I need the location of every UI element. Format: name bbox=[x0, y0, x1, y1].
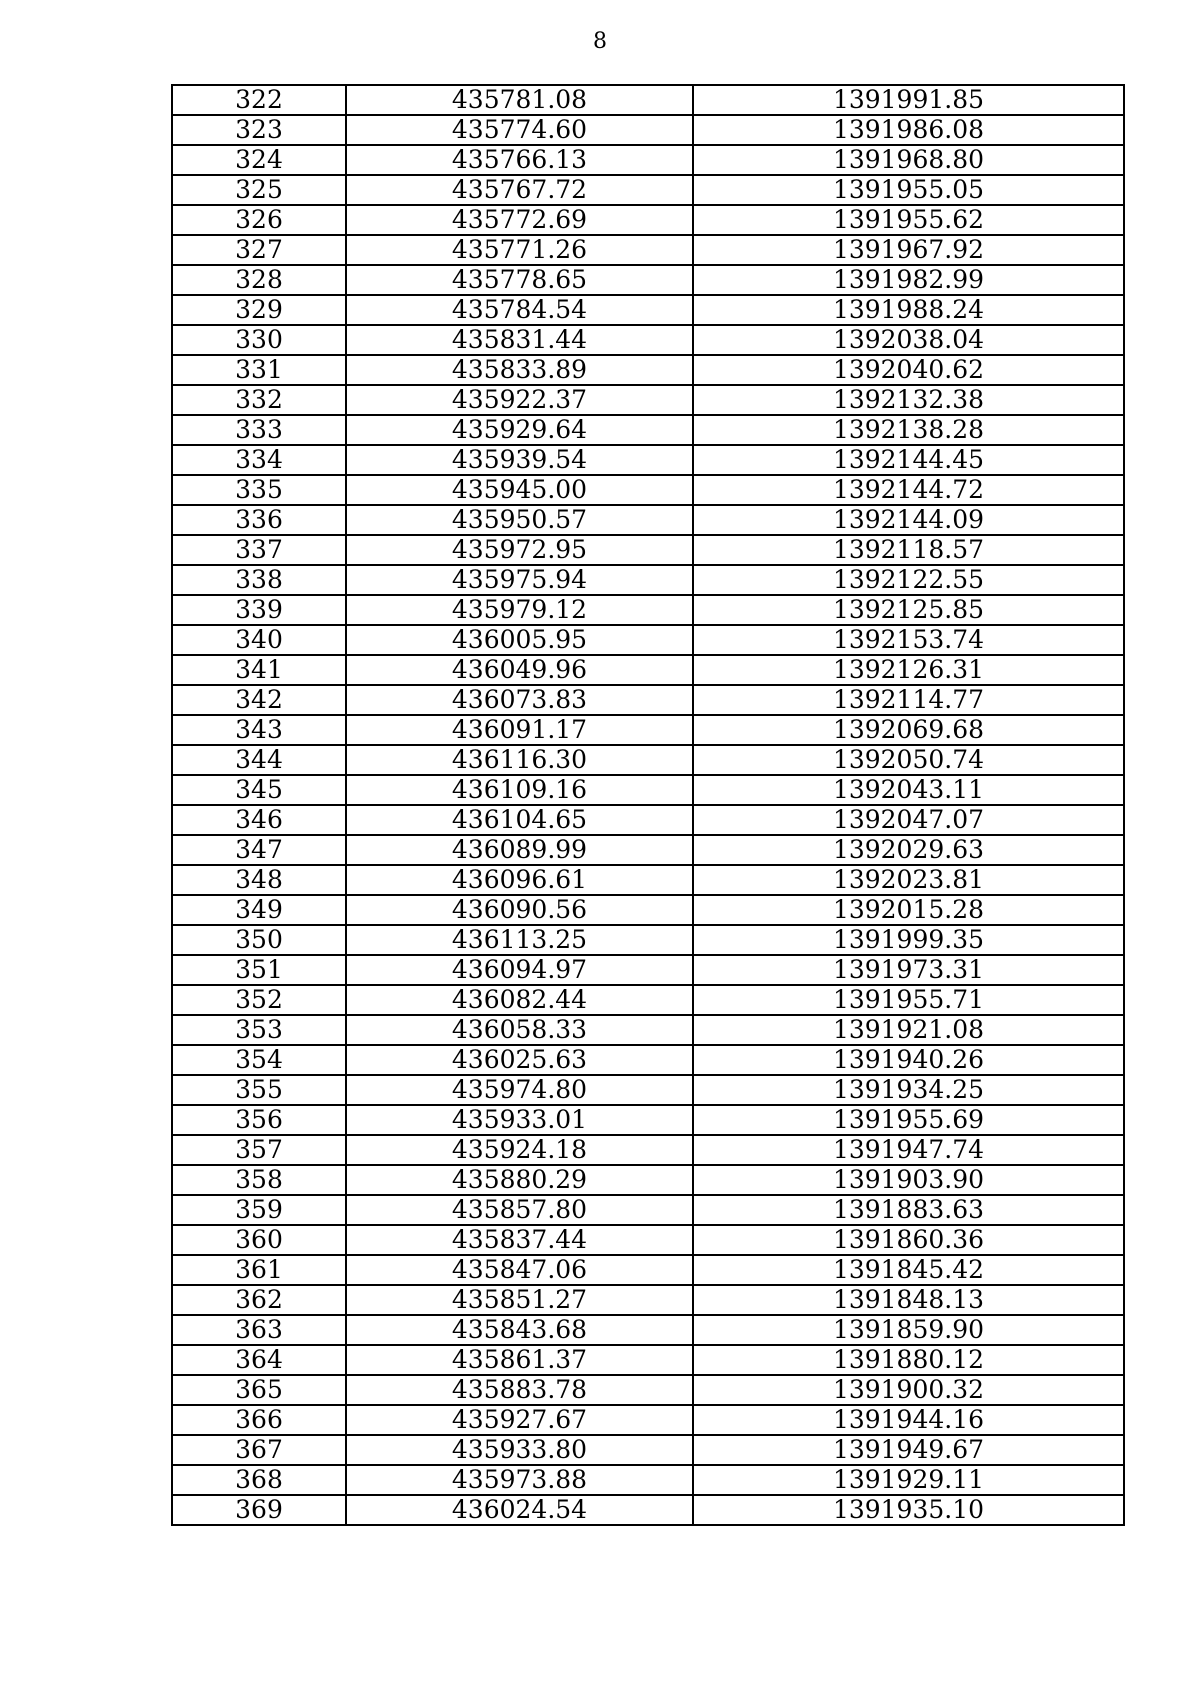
x-coordinate-cell: 435924.18 bbox=[346, 1135, 693, 1165]
point-number-cell: 353 bbox=[172, 1015, 346, 1045]
point-number-cell: 335 bbox=[172, 475, 346, 505]
y-coordinate-cell: 1391973.31 bbox=[693, 955, 1124, 985]
table-row bbox=[172, 955, 1124, 985]
x-coordinate-cell: 436082.44 bbox=[346, 985, 693, 1015]
y-coordinate-cell: 1392144.45 bbox=[693, 445, 1124, 475]
point-number-cell: 349 bbox=[172, 895, 346, 925]
x-coordinate-cell: 435922.37 bbox=[346, 385, 693, 415]
point-number-cell: 350 bbox=[172, 925, 346, 955]
point-number-cell: 334 bbox=[172, 445, 346, 475]
table-row bbox=[172, 1315, 1124, 1345]
y-coordinate-cell: 1392047.07 bbox=[693, 805, 1124, 835]
y-coordinate-cell: 1392050.74 bbox=[693, 745, 1124, 775]
y-coordinate-cell: 1391955.69 bbox=[693, 1105, 1124, 1135]
y-coordinate-cell: 1392144.72 bbox=[693, 475, 1124, 505]
x-coordinate-cell: 435847.06 bbox=[346, 1255, 693, 1285]
point-number-cell: 347 bbox=[172, 835, 346, 865]
table-row bbox=[172, 775, 1124, 805]
point-number-cell: 323 bbox=[172, 115, 346, 145]
point-number-cell: 351 bbox=[172, 955, 346, 985]
point-number-cell: 326 bbox=[172, 205, 346, 235]
x-coordinate-cell: 435933.01 bbox=[346, 1105, 693, 1135]
x-coordinate-cell: 435851.27 bbox=[346, 1285, 693, 1315]
table-row bbox=[172, 685, 1124, 715]
point-number-cell: 341 bbox=[172, 655, 346, 685]
table-row bbox=[172, 295, 1124, 325]
coordinates-table bbox=[171, 84, 1125, 1526]
y-coordinate-cell: 1392144.09 bbox=[693, 505, 1124, 535]
y-coordinate-cell: 1392040.62 bbox=[693, 355, 1124, 385]
x-coordinate-cell: 435766.13 bbox=[346, 145, 693, 175]
table-row bbox=[172, 1105, 1124, 1135]
y-coordinate-cell: 1392069.68 bbox=[693, 715, 1124, 745]
x-coordinate-cell: 436049.96 bbox=[346, 655, 693, 685]
point-number-cell: 367 bbox=[172, 1435, 346, 1465]
table-row bbox=[172, 385, 1124, 415]
table-row bbox=[172, 535, 1124, 565]
table-row bbox=[172, 265, 1124, 295]
point-number-cell: 337 bbox=[172, 535, 346, 565]
point-number-cell: 357 bbox=[172, 1135, 346, 1165]
y-coordinate-cell: 1392132.38 bbox=[693, 385, 1124, 415]
x-coordinate-cell: 435972.95 bbox=[346, 535, 693, 565]
table-row bbox=[172, 805, 1124, 835]
y-coordinate-cell: 1392138.28 bbox=[693, 415, 1124, 445]
point-number-cell: 329 bbox=[172, 295, 346, 325]
x-coordinate-cell: 436024.54 bbox=[346, 1495, 693, 1525]
table-row bbox=[172, 235, 1124, 265]
table-row bbox=[172, 895, 1124, 925]
y-coordinate-cell: 1391949.67 bbox=[693, 1435, 1124, 1465]
point-number-cell: 339 bbox=[172, 595, 346, 625]
table-row bbox=[172, 355, 1124, 385]
point-number-cell: 327 bbox=[172, 235, 346, 265]
y-coordinate-cell: 1391999.35 bbox=[693, 925, 1124, 955]
table-row bbox=[172, 985, 1124, 1015]
table-row bbox=[172, 1345, 1124, 1375]
table-row bbox=[172, 1495, 1124, 1525]
x-coordinate-cell: 435975.94 bbox=[346, 565, 693, 595]
point-number-cell: 333 bbox=[172, 415, 346, 445]
y-coordinate-cell: 1392038.04 bbox=[693, 325, 1124, 355]
y-coordinate-cell: 1391934.25 bbox=[693, 1075, 1124, 1105]
y-coordinate-cell: 1391900.32 bbox=[693, 1375, 1124, 1405]
x-coordinate-cell: 435950.57 bbox=[346, 505, 693, 535]
x-coordinate-cell: 436073.83 bbox=[346, 685, 693, 715]
point-number-cell: 345 bbox=[172, 775, 346, 805]
x-coordinate-cell: 436109.16 bbox=[346, 775, 693, 805]
table-row bbox=[172, 115, 1124, 145]
x-coordinate-cell: 435927.67 bbox=[346, 1405, 693, 1435]
y-coordinate-cell: 1391955.05 bbox=[693, 175, 1124, 205]
x-coordinate-cell: 436090.56 bbox=[346, 895, 693, 925]
point-number-cell: 352 bbox=[172, 985, 346, 1015]
table-row bbox=[172, 1015, 1124, 1045]
x-coordinate-cell: 435929.64 bbox=[346, 415, 693, 445]
x-coordinate-cell: 435772.69 bbox=[346, 205, 693, 235]
x-coordinate-cell: 435778.65 bbox=[346, 265, 693, 295]
point-number-cell: 336 bbox=[172, 505, 346, 535]
table-row bbox=[172, 925, 1124, 955]
point-number-cell: 363 bbox=[172, 1315, 346, 1345]
point-number-cell: 324 bbox=[172, 145, 346, 175]
table-row bbox=[172, 1075, 1124, 1105]
point-number-cell: 328 bbox=[172, 265, 346, 295]
y-coordinate-cell: 1391860.36 bbox=[693, 1225, 1124, 1255]
x-coordinate-cell: 436094.97 bbox=[346, 955, 693, 985]
x-coordinate-cell: 435837.44 bbox=[346, 1225, 693, 1255]
table-row bbox=[172, 1285, 1124, 1315]
point-number-cell: 368 bbox=[172, 1465, 346, 1495]
x-coordinate-cell: 436113.25 bbox=[346, 925, 693, 955]
y-coordinate-cell: 1392125.85 bbox=[693, 595, 1124, 625]
table-row bbox=[172, 1165, 1124, 1195]
point-number-cell: 348 bbox=[172, 865, 346, 895]
y-coordinate-cell: 1391921.08 bbox=[693, 1015, 1124, 1045]
x-coordinate-cell: 435833.89 bbox=[346, 355, 693, 385]
point-number-cell: 356 bbox=[172, 1105, 346, 1135]
x-coordinate-cell: 435939.54 bbox=[346, 445, 693, 475]
table-row bbox=[172, 205, 1124, 235]
x-coordinate-cell: 435771.26 bbox=[346, 235, 693, 265]
y-coordinate-cell: 1391988.24 bbox=[693, 295, 1124, 325]
table-row bbox=[172, 505, 1124, 535]
x-coordinate-cell: 435774.60 bbox=[346, 115, 693, 145]
table-row bbox=[172, 175, 1124, 205]
table-row bbox=[172, 1225, 1124, 1255]
table-row bbox=[172, 865, 1124, 895]
y-coordinate-cell: 1391991.85 bbox=[693, 85, 1124, 115]
y-coordinate-cell: 1391883.63 bbox=[693, 1195, 1124, 1225]
point-number-cell: 343 bbox=[172, 715, 346, 745]
y-coordinate-cell: 1391982.99 bbox=[693, 265, 1124, 295]
x-coordinate-cell: 435767.72 bbox=[346, 175, 693, 205]
table-row bbox=[172, 1045, 1124, 1075]
x-coordinate-cell: 435883.78 bbox=[346, 1375, 693, 1405]
table-row bbox=[172, 475, 1124, 505]
point-number-cell: 354 bbox=[172, 1045, 346, 1075]
x-coordinate-cell: 436096.61 bbox=[346, 865, 693, 895]
point-number-cell: 358 bbox=[172, 1165, 346, 1195]
table-row bbox=[172, 415, 1124, 445]
x-coordinate-cell: 435933.80 bbox=[346, 1435, 693, 1465]
y-coordinate-cell: 1391944.16 bbox=[693, 1405, 1124, 1435]
y-coordinate-cell: 1391880.12 bbox=[693, 1345, 1124, 1375]
y-coordinate-cell: 1391935.10 bbox=[693, 1495, 1124, 1525]
y-coordinate-cell: 1391848.13 bbox=[693, 1285, 1124, 1315]
table-row bbox=[172, 1435, 1124, 1465]
y-coordinate-cell: 1391955.62 bbox=[693, 205, 1124, 235]
x-coordinate-cell: 435857.80 bbox=[346, 1195, 693, 1225]
table-row bbox=[172, 445, 1124, 475]
table-row bbox=[172, 835, 1124, 865]
table-row bbox=[172, 1135, 1124, 1165]
table-row bbox=[172, 145, 1124, 175]
point-number-cell: 361 bbox=[172, 1255, 346, 1285]
x-coordinate-cell: 436005.95 bbox=[346, 625, 693, 655]
point-number-cell: 330 bbox=[172, 325, 346, 355]
x-coordinate-cell: 435781.08 bbox=[346, 85, 693, 115]
y-coordinate-cell: 1392015.28 bbox=[693, 895, 1124, 925]
table-row bbox=[172, 625, 1124, 655]
point-number-cell: 344 bbox=[172, 745, 346, 775]
point-number-cell: 322 bbox=[172, 85, 346, 115]
y-coordinate-cell: 1391903.90 bbox=[693, 1165, 1124, 1195]
point-number-cell: 359 bbox=[172, 1195, 346, 1225]
point-number-cell: 340 bbox=[172, 625, 346, 655]
x-coordinate-cell: 435880.29 bbox=[346, 1165, 693, 1195]
y-coordinate-cell: 1392114.77 bbox=[693, 685, 1124, 715]
y-coordinate-cell: 1391845.42 bbox=[693, 1255, 1124, 1285]
y-coordinate-cell: 1391967.92 bbox=[693, 235, 1124, 265]
point-number-cell: 360 bbox=[172, 1225, 346, 1255]
x-coordinate-cell: 436058.33 bbox=[346, 1015, 693, 1045]
y-coordinate-cell: 1391929.11 bbox=[693, 1465, 1124, 1495]
x-coordinate-cell: 436091.17 bbox=[346, 715, 693, 745]
point-number-cell: 366 bbox=[172, 1405, 346, 1435]
table-row bbox=[172, 1405, 1124, 1435]
table-row bbox=[172, 1375, 1124, 1405]
x-coordinate-cell: 435974.80 bbox=[346, 1075, 693, 1105]
table-row bbox=[172, 595, 1124, 625]
point-number-cell: 364 bbox=[172, 1345, 346, 1375]
table-row bbox=[172, 745, 1124, 775]
y-coordinate-cell: 1391968.80 bbox=[693, 145, 1124, 175]
table-row bbox=[172, 715, 1124, 745]
point-number-cell: 332 bbox=[172, 385, 346, 415]
y-coordinate-cell: 1392126.31 bbox=[693, 655, 1124, 685]
x-coordinate-cell: 435843.68 bbox=[346, 1315, 693, 1345]
point-number-cell: 365 bbox=[172, 1375, 346, 1405]
x-coordinate-cell: 435973.88 bbox=[346, 1465, 693, 1495]
x-coordinate-cell: 436116.30 bbox=[346, 745, 693, 775]
x-coordinate-cell: 436104.65 bbox=[346, 805, 693, 835]
table-row bbox=[172, 1195, 1124, 1225]
x-coordinate-cell: 435979.12 bbox=[346, 595, 693, 625]
table-row bbox=[172, 325, 1124, 355]
x-coordinate-cell: 435945.00 bbox=[346, 475, 693, 505]
point-number-cell: 346 bbox=[172, 805, 346, 835]
table-row bbox=[172, 1255, 1124, 1285]
x-coordinate-cell: 435784.54 bbox=[346, 295, 693, 325]
y-coordinate-cell: 1391859.90 bbox=[693, 1315, 1124, 1345]
y-coordinate-cell: 1392029.63 bbox=[693, 835, 1124, 865]
y-coordinate-cell: 1392122.55 bbox=[693, 565, 1124, 595]
x-coordinate-cell: 436089.99 bbox=[346, 835, 693, 865]
point-number-cell: 355 bbox=[172, 1075, 346, 1105]
y-coordinate-cell: 1392043.11 bbox=[693, 775, 1124, 805]
y-coordinate-cell: 1391955.71 bbox=[693, 985, 1124, 1015]
table-row bbox=[172, 1465, 1124, 1495]
x-coordinate-cell: 436025.63 bbox=[346, 1045, 693, 1075]
x-coordinate-cell: 435861.37 bbox=[346, 1345, 693, 1375]
table-row bbox=[172, 655, 1124, 685]
y-coordinate-cell: 1391947.74 bbox=[693, 1135, 1124, 1165]
page-number: 8 bbox=[593, 29, 607, 54]
y-coordinate-cell: 1392118.57 bbox=[693, 535, 1124, 565]
y-coordinate-cell: 1391986.08 bbox=[693, 115, 1124, 145]
point-number-cell: 342 bbox=[172, 685, 346, 715]
y-coordinate-cell: 1391940.26 bbox=[693, 1045, 1124, 1075]
point-number-cell: 369 bbox=[172, 1495, 346, 1525]
point-number-cell: 325 bbox=[172, 175, 346, 205]
point-number-cell: 338 bbox=[172, 565, 346, 595]
point-number-cell: 331 bbox=[172, 355, 346, 385]
y-coordinate-cell: 1392153.74 bbox=[693, 625, 1124, 655]
coordinates-table-body bbox=[172, 85, 1124, 1525]
y-coordinate-cell: 1392023.81 bbox=[693, 865, 1124, 895]
table-row bbox=[172, 565, 1124, 595]
x-coordinate-cell: 435831.44 bbox=[346, 325, 693, 355]
table-row bbox=[172, 85, 1124, 115]
point-number-cell: 362 bbox=[172, 1285, 346, 1315]
